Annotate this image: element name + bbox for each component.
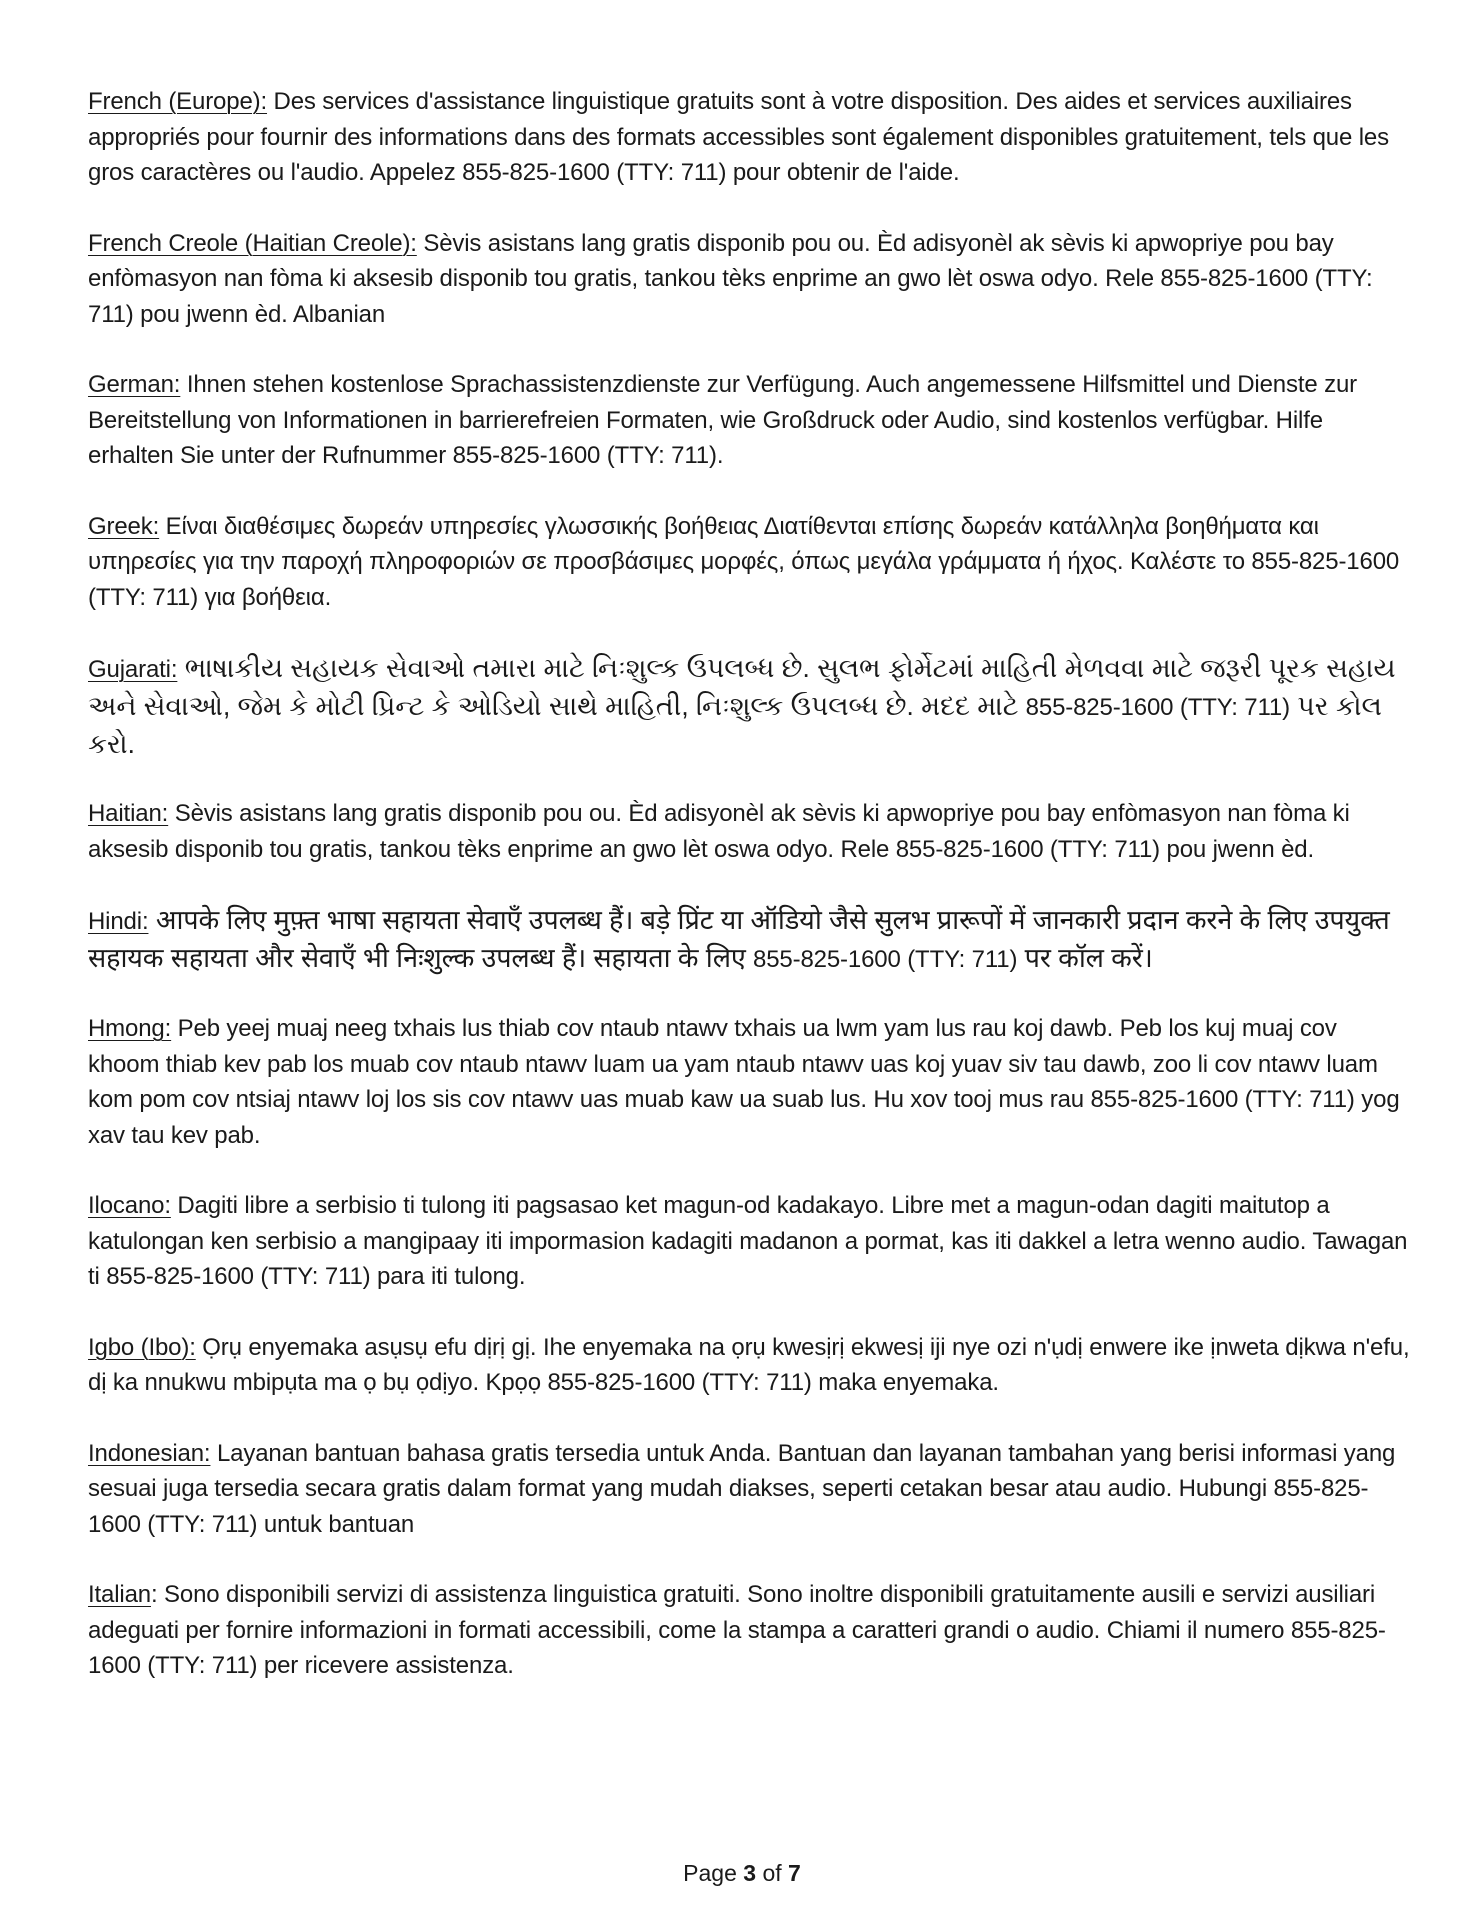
entry-french-creole	[88, 226, 1410, 333]
entry-text: : Sono disponibili servizi di assistenza linguistica gratuiti. Sono inoltre disponibili gratuitamente ausili e servizi ausiliari adeguati per fornire informazioni in formati accessibili, come la stampa a caratteri grandi o audio. Chiami il numero 855-825-1600 (TTY: 711) per ricevere assistenza.	[88, 1581, 1386, 1679]
entry-igbo	[88, 1330, 1410, 1401]
entry-haitian	[88, 796, 1410, 867]
entry-ilocano	[88, 1188, 1410, 1295]
language-label: Greek:	[88, 512, 160, 540]
entry-text: Layanan bantuan bahasa gratis tersedia untuk Anda. Bantuan dan layanan tambahan yang berisi informasi yang sesuai juga tersedia secara gratis dalam format yang mudah diakses, seperti cetakan besar atau audio. Hubungi 855-825-1600 (TTY: 711) untuk bantuan	[88, 1439, 1396, 1538]
entry-italian	[88, 1577, 1410, 1684]
phone-number: 855-825-1600 (TTY: 711)	[1025, 694, 1290, 721]
entry-text: Sèvis asistans lang gratis disponib pou ou. Èd adisyonèl ak sèvis ki apwopriye pou bay enfòmasyon nan fòma ki aksesib disponib tou gratis, tankou tèks enprime an gwo lèt oswa odyo. Rele 855-825-1600 (TTY: 711) pou jwenn èd. Albanian	[88, 229, 1373, 328]
entry-text: Sèvis asistans lang gratis disponib pou ou. Èd adisyonèl ak sèvis ki apwopriye pou bay enfòmasyon nan fòma ki aksesib disponib tou gratis, tankou tèks enprime an gwo lèt oswa odyo. Rele 855-825-1600 (TTY: 711) pou jwenn èd.	[88, 800, 1350, 863]
entry-text: Ọrụ enyemaka asụsụ efu dịrị gị. Ihe enyemaka na ọrụ kwesịrị ekwesị iji nye ozi n'ụdị enwere ike ịnweta dịkwa n'efu, dị ka nnukwu mbipụta ma ọ bụ ọdịyo. Kpọọ 855-825-1600 (TTY: 711) maka enyemaka.	[88, 1333, 1410, 1396]
page-number-footer	[0, 1858, 1484, 1888]
language-label: Indonesian:	[88, 1439, 211, 1467]
entry-text-end: पर कॉल करें।	[1017, 943, 1153, 973]
entry-text: ભાષાકીય સહાયક સેવાઓ તમારા માટે નિઃશુલ્ક ઉપલબ્ધ છે. સુલભ ફોર્મેટમાં માહિતી મેળવવા માટે જરૂરી પૂરક સહાય અને સેવાઓ, જેમ કે મોટી પ્રિન્ટ કે ઓડિયો સાથે માહિતી, નિઃશુલ્ક ઉપલબ્ધ છે. મદદ માટે	[88, 653, 1396, 721]
entry-text: Ihnen stehen kostenlose Sprachassistenzdienste zur Verfügung. Auch angemessene Hilfsmittel und Dienste zur Bereitstellung von Informationen in barrierefreien Formaten, wie Großdruck oder Audio, sind kostenlos verfügbar. Hilfe erhalten Sie unter der Rufnummer 855-825-1600 (TTY: 711).	[88, 371, 1357, 469]
current-page: 3	[743, 1860, 757, 1886]
language-label: Italian	[88, 1581, 151, 1608]
language-label: Ilocano:	[88, 1192, 171, 1219]
language-label: Haitian:	[88, 800, 169, 827]
language-label: French Creole (Haitian Creole):	[88, 229, 417, 257]
language-label: French (Europe):	[88, 88, 268, 115]
entry-text: Είναι διαθέσιμες δωρεάν υπηρεσίες γλωσσικής βοήθειας Διατίθενται επίσης δωρεάν κατάλληλα βοηθήματα και υπηρεσίες για την παροχή πληροφοριών σε προσβάσιμες μορφές, όπως μεγάλα γράμματα ή ήχος. Καλέστε το 855-825-1600 (TTY: 711) για βοήθεια.	[88, 512, 1400, 611]
entry-text: Dagiti libre a serbisio ti tulong iti pagsasao ket magun-od kadakayo. Libre met a magun-odan dagiti maitutop a katulongan ken serbisio a mangipaay iti impormasion kadagiti madanon a pormat, kas iti dakkel a letra wenno audio. Tawagan ti 855-825-1600 (TTY: 711) para iti tulong.	[88, 1192, 1408, 1290]
entry-hmong	[88, 1011, 1410, 1153]
phone-number: 855-825-1600 (TTY: 711)	[753, 946, 1018, 973]
total-pages: 7	[788, 1860, 801, 1886]
entry-text-end: પર કોલ કરો.	[88, 691, 1382, 759]
entry-text: Peb yeej muaj neeg txhais lus thiab cov ntaub ntawv txhais ua lwm yam lus rau koj dawb. Peb los kuj muaj cov khoom thiab kev pab los muab cov ntaub ntawv luam ua yam ntaub ntawv uas koj yuav siv tau dawb, zoo li cov ntawv luam kom pom cov ntsiaj ntawv loj los sis cov ntawv uas muab kaw ua suab lus. Hu xov tooj mus rau 855-825-1600 (TTY: 711) yog xav tau kev pab.	[88, 1015, 1400, 1149]
entry-gujarati	[88, 650, 1410, 763]
entry-indonesian	[88, 1436, 1410, 1543]
language-assistance-list	[88, 84, 1410, 1719]
entry-french-europe	[88, 84, 1410, 191]
page-prefix: Page	[683, 1860, 744, 1886]
entry-hindi	[88, 902, 1410, 978]
language-label: Hmong:	[88, 1015, 172, 1042]
page-of: of	[756, 1860, 789, 1886]
language-label: German:	[88, 371, 181, 398]
language-label: Igbo (Ibo):	[88, 1333, 196, 1361]
language-label: Hindi:	[88, 908, 149, 935]
entry-text: आपके लिए मुफ़्त भाषा सहायता सेवाएँ उपलब्ध हैं। बड़े प्रिंट या ऑडियो जैसे सुलभ प्रारूपों में जानकारी प्रदान करने के लिए उपयुक्त सहायक सहायता और सेवाएँ भी निःशुल्क उपलब्ध हैं। सहायता के लिए	[88, 905, 1390, 973]
entry-german	[88, 367, 1410, 474]
entry-greek	[88, 509, 1410, 616]
entry-text: Des services d'assistance linguistique gratuits sont à votre disposition. Des aides et services auxiliaires appropriés pour fournir des informations dans des formats accessibles sont également disponibles gratuitement, tels que les gros caractères ou l'audio. Appelez 855-825-1600 (TTY: 711) pour obtenir de l'aide.	[88, 88, 1389, 186]
language-label: Gujarati:	[88, 656, 178, 683]
